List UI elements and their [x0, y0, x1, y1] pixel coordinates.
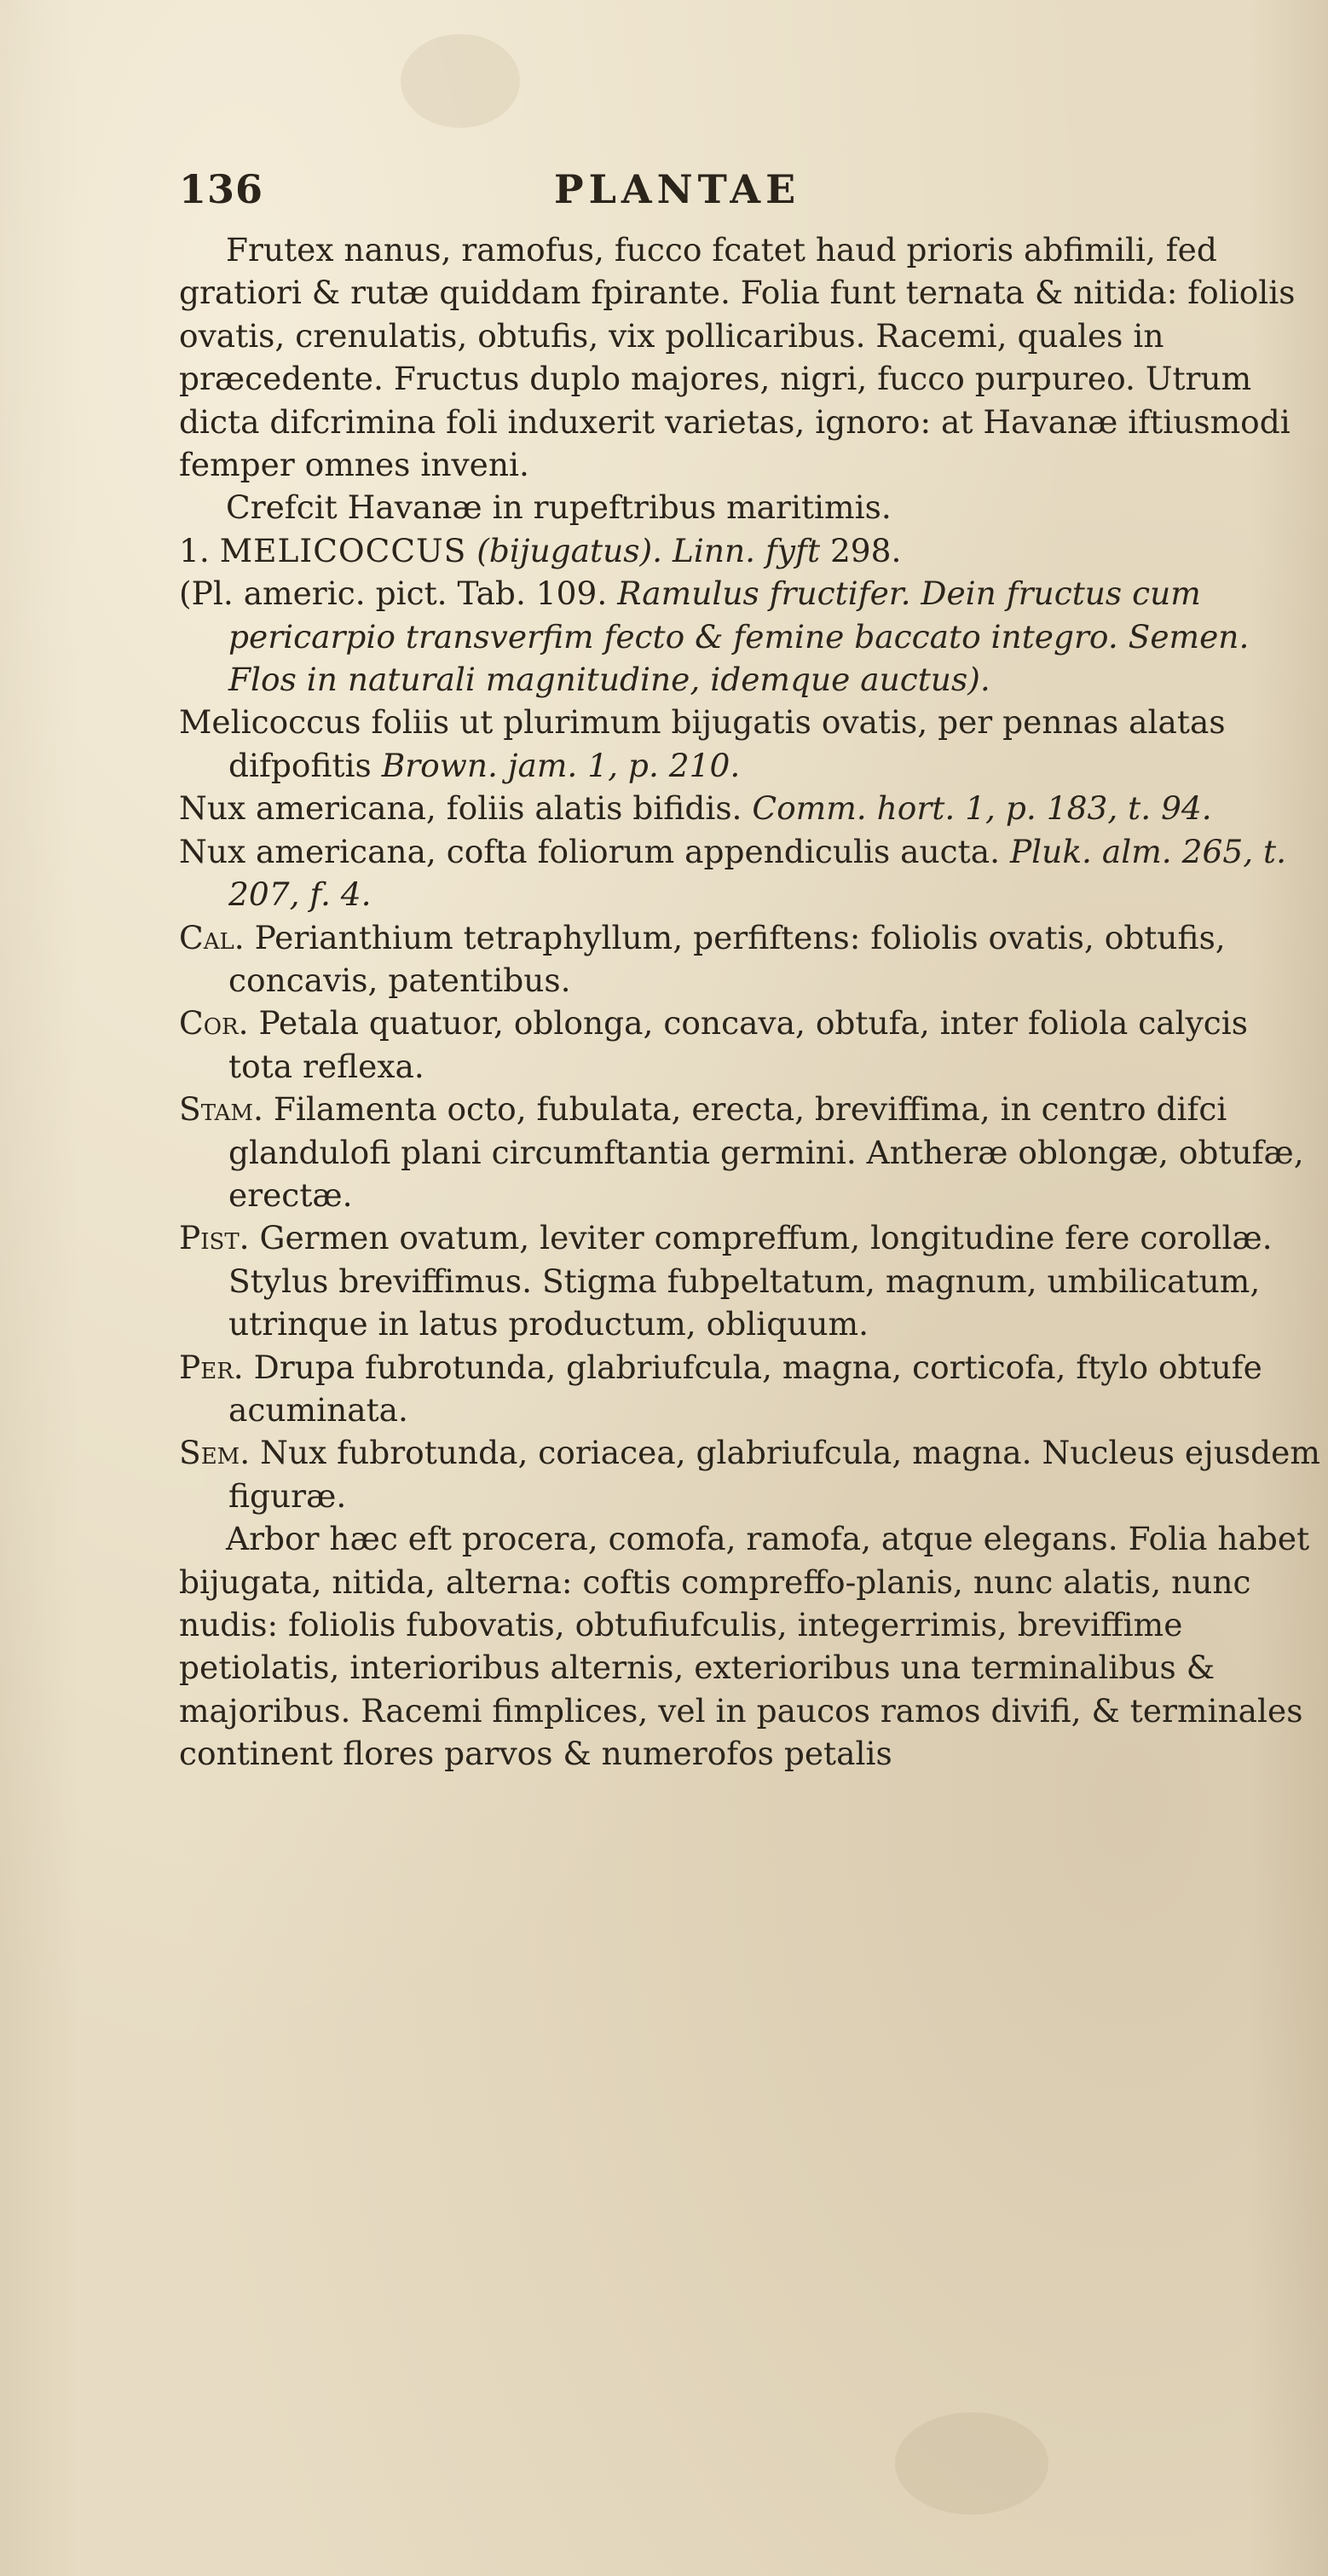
character-calyx: [179, 916, 1321, 1002]
synonym-text: Nux americana, cofta foliorum appendiculis aucta.: [179, 832, 1001, 870]
species-epithet: (bijugatus).: [476, 531, 663, 569]
synonym-ref: Pluk. alm. 265, t. 207, f. 4.: [228, 832, 1287, 914]
synonym-entry: [179, 787, 1321, 829]
character-seed: [179, 1431, 1321, 1517]
species-genus: MELICOCCUS: [219, 531, 467, 569]
synonym-ref: Brown. jam. 1, p. 210.: [381, 746, 741, 784]
paper-stain: [895, 2412, 1048, 2515]
intro-paragraph: Frutex nanus, ramofus, fucco fcatet haud prioris abfimili, fed gratiori & rutæ quiddam fpirante. Folia funt ternata & nitida: foliolis ovatis, crenulatis, obtufis, vix pollicaribus. Racemi, quales in præcedente. Fructus duplo majores, nigri, fucco purpureo. Utrum dicta difcrimina foli induxerit varietas, ignoro: at Havanæ iftiusmodi femper omnes inveni.: [179, 231, 1296, 484]
character-pericarp: [179, 1346, 1321, 1432]
character-label: Stam.: [179, 1090, 263, 1129]
synonym-entry: [179, 830, 1321, 916]
character-label: Pist.: [179, 1219, 250, 1257]
character-text: Drupa fubrotunda, glabriufcula, magna, corticofa, ftylo obtufe acuminata.: [228, 1348, 1262, 1429]
character-text: Filamenta octo, fubulata, erecta, breviffima, in centro difci glandulofi plani circumftantia germini. Antheræ oblongæ, obtufæ, erectæ.: [228, 1090, 1304, 1214]
character-label: Sem.: [179, 1434, 251, 1472]
character-label: Cor.: [179, 1004, 249, 1043]
character-pistil: [179, 1216, 1321, 1345]
plate-note: [179, 572, 1321, 701]
running-title: PLANTAE: [554, 166, 801, 212]
character-label: Per.: [179, 1348, 244, 1386]
description-paragraph: Arbor hæc eft procera, comofa, ramofa, atque elegans. Folia habet bijugata, nitida, alterna: coftis compreffo-planis, nunc alatis, nunc nudis: foliolis fubovatis, obtufiufculis, integerrimis, breviffime petiolatis, interioribus alternis, exterioribus una terminalibus & majoribus. Racemi fimplices, vel in paucos ramos divifi, & terminales continent flores parvos & numerofos petalis: [179, 1520, 1310, 1773]
page-number: 136: [179, 166, 264, 212]
synonym-entry: [179, 701, 1321, 787]
page-body: [179, 228, 1321, 1776]
species-heading: [179, 529, 1321, 572]
synonym-text: Melicoccus foliis ut plurimum bijugatis ovatis, per pennas alatas difpofitis: [179, 703, 1226, 784]
species-ref-page: 298.: [829, 531, 902, 569]
character-text: Germen ovatum, leviter compreffum, longitudine fere corollæ. Stylus breviffimus. Stigma fubpeltatum, magnum, umbilicatum, utrinque in latus productum, obliquum.: [228, 1219, 1273, 1343]
character-stamens: [179, 1088, 1321, 1216]
species-ref-work: fyft: [765, 531, 821, 569]
character-corolla: [179, 1002, 1321, 1088]
synonym-text: Nux americana, foliis alatis bifidis.: [179, 789, 742, 828]
plate-note-italic: Ramulus fructifer. Dein fructus cum pericarpio transverfim fecto & femine baccato integro. Semen. Flos in naturali magnitudine, idemque auctus).: [228, 575, 1250, 699]
species-ref-author: Linn.: [672, 531, 756, 569]
character-label: Cal.: [179, 918, 245, 956]
character-text: Petala quatuor, oblonga, concava, obtufa, inter foliola calycis tota reflexa.: [228, 1004, 1249, 1085]
plate-note-prefix: (Pl. americ. pict. Tab. 109.: [179, 575, 608, 613]
species-number: 1.: [179, 531, 210, 569]
habitat-paragraph: Crefcit Havanæ in rupeftribus maritimis.: [226, 488, 892, 527]
character-text: Nux fubrotunda, coriacea, glabriufcula, magna. Nucleus ejusdem figuræ.: [228, 1434, 1320, 1515]
character-text: Perianthium tetraphyllum, perfiftens: foliolis ovatis, obtufis, concavis, patentibus.: [228, 918, 1226, 999]
paper-stain: [401, 34, 520, 128]
synonym-ref: Comm. hort. 1, p. 183, t. 94.: [752, 789, 1212, 828]
page-header: [179, 166, 1159, 217]
